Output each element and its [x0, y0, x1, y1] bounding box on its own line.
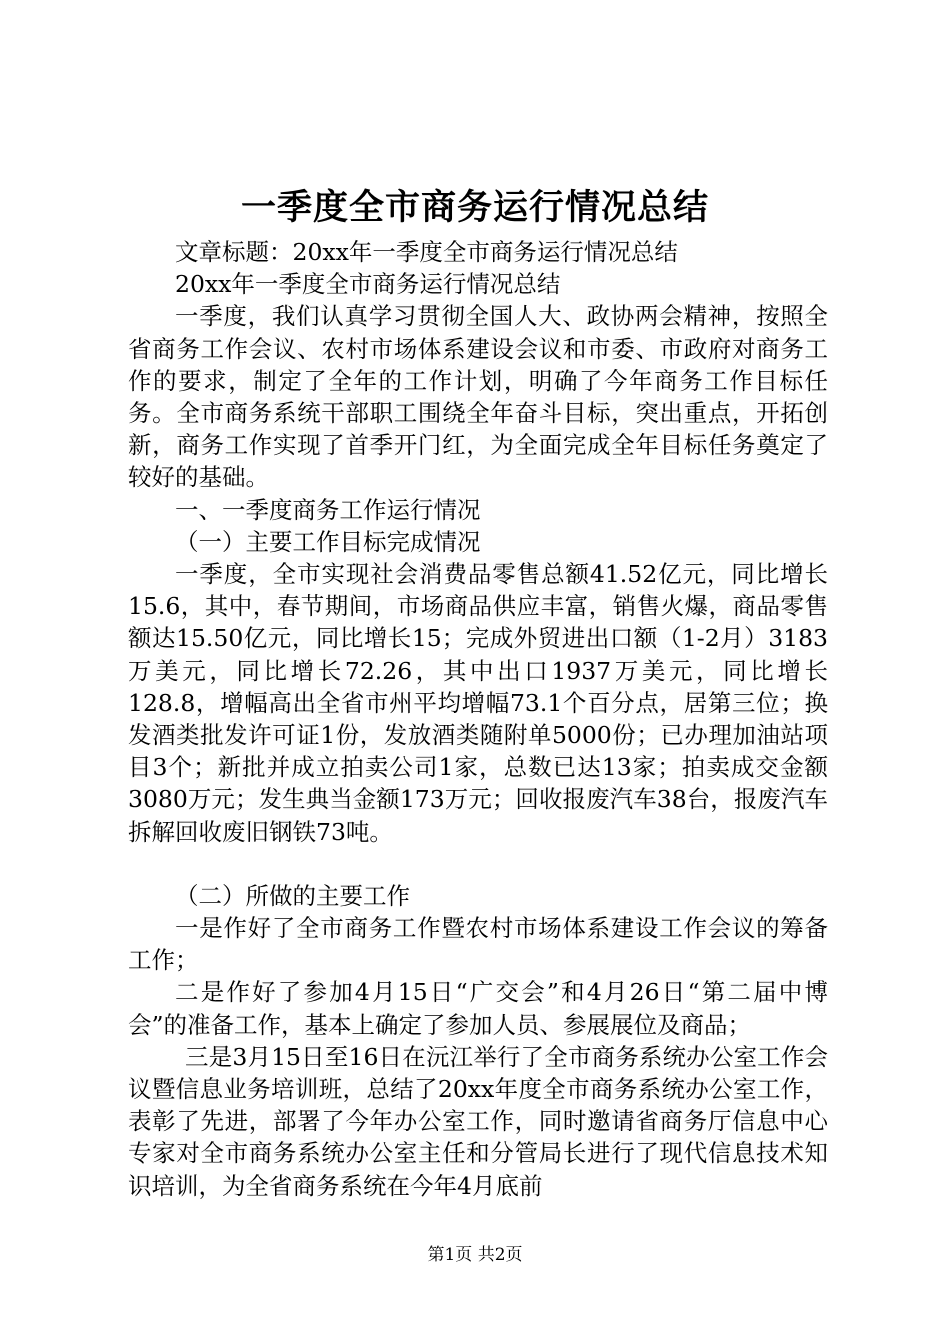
page-number-footer: 第1页 共2页 — [427, 1245, 523, 1265]
article-title-line: 文章标题：20xx年一季度全市商务运行情况总结 — [175, 238, 678, 266]
document-title: 一季度全市商务运行情况总结 — [240, 187, 709, 228]
work-item-paragraph: 一是作好了全市商务工作暨农村市场体系建设工作会议的筹备工作； — [128, 914, 828, 975]
subsection-heading: （一）主要工作目标完成情况 — [175, 527, 481, 556]
work-item-paragraph: 三是3月15日至16日在沅江举行了全市商务系统办公室工作会议暨信息业务培训班，总结了20xx年度全市商务系统办公室工作，表彰了先进，部署了今年办公室工作，同时邀请省商务厅信息中心专家对全市商务系统办公室主任和分管局长进行了现代信息技术知识培训，为全省商务系统在今年4月底前 — [128, 1042, 828, 1200]
work-item-paragraph: 二是作好了参加4月15日“广交会”和4月26日“第二届中博会”的准备工作，基本上确定了参加人员、参展展位及商品； — [128, 978, 828, 1039]
subtitle-line: 20xx年一季度全市商务运行情况总结 — [175, 270, 561, 299]
statistics-paragraph: 一季度，全市实现社会消费品零售总额41.52亿元，同比增长15.6，其中，春节期间，市场商品供应丰富，销售火爆，商品零售额达15.50亿元，同比增长15；完成外贸进出口额（1-2月）3183万美元，同比增长72.26，其中出口1937万美元，同比增长128.8，增幅高出全省市州平均增幅73.1个百分点，居第三位；换发酒类批发许可证1份，发放酒类随附单5000份；已办理加油站项目3个；新批并成立拍卖公司1家，总数已达13家；拍卖成交金额3080万元；发生典当金额173万元；回收报废汽车38台，报废汽车拆解回收废旧钢铁73吨。 — [128, 560, 828, 846]
section-heading: 一、一季度商务工作运行情况 — [175, 495, 481, 524]
subsection-heading: （二）所做的主要工作 — [175, 881, 410, 910]
intro-paragraph: 一季度，我们认真学习贯彻全国人大、政协两会精神，按照全省商务工作会议、农村市场体系建设会议和市委、市政府对商务工作的要求，制定了全年的工作计划，明确了今年商务工作目标任务。全市商务系统干部职工围绕全年奋斗目标，突出重点，开拓创新，商务工作实现了首季开门红，为全面完成全年目标任务奠定了较好的基础。 — [128, 302, 828, 492]
document-body — [128, 236, 828, 1202]
